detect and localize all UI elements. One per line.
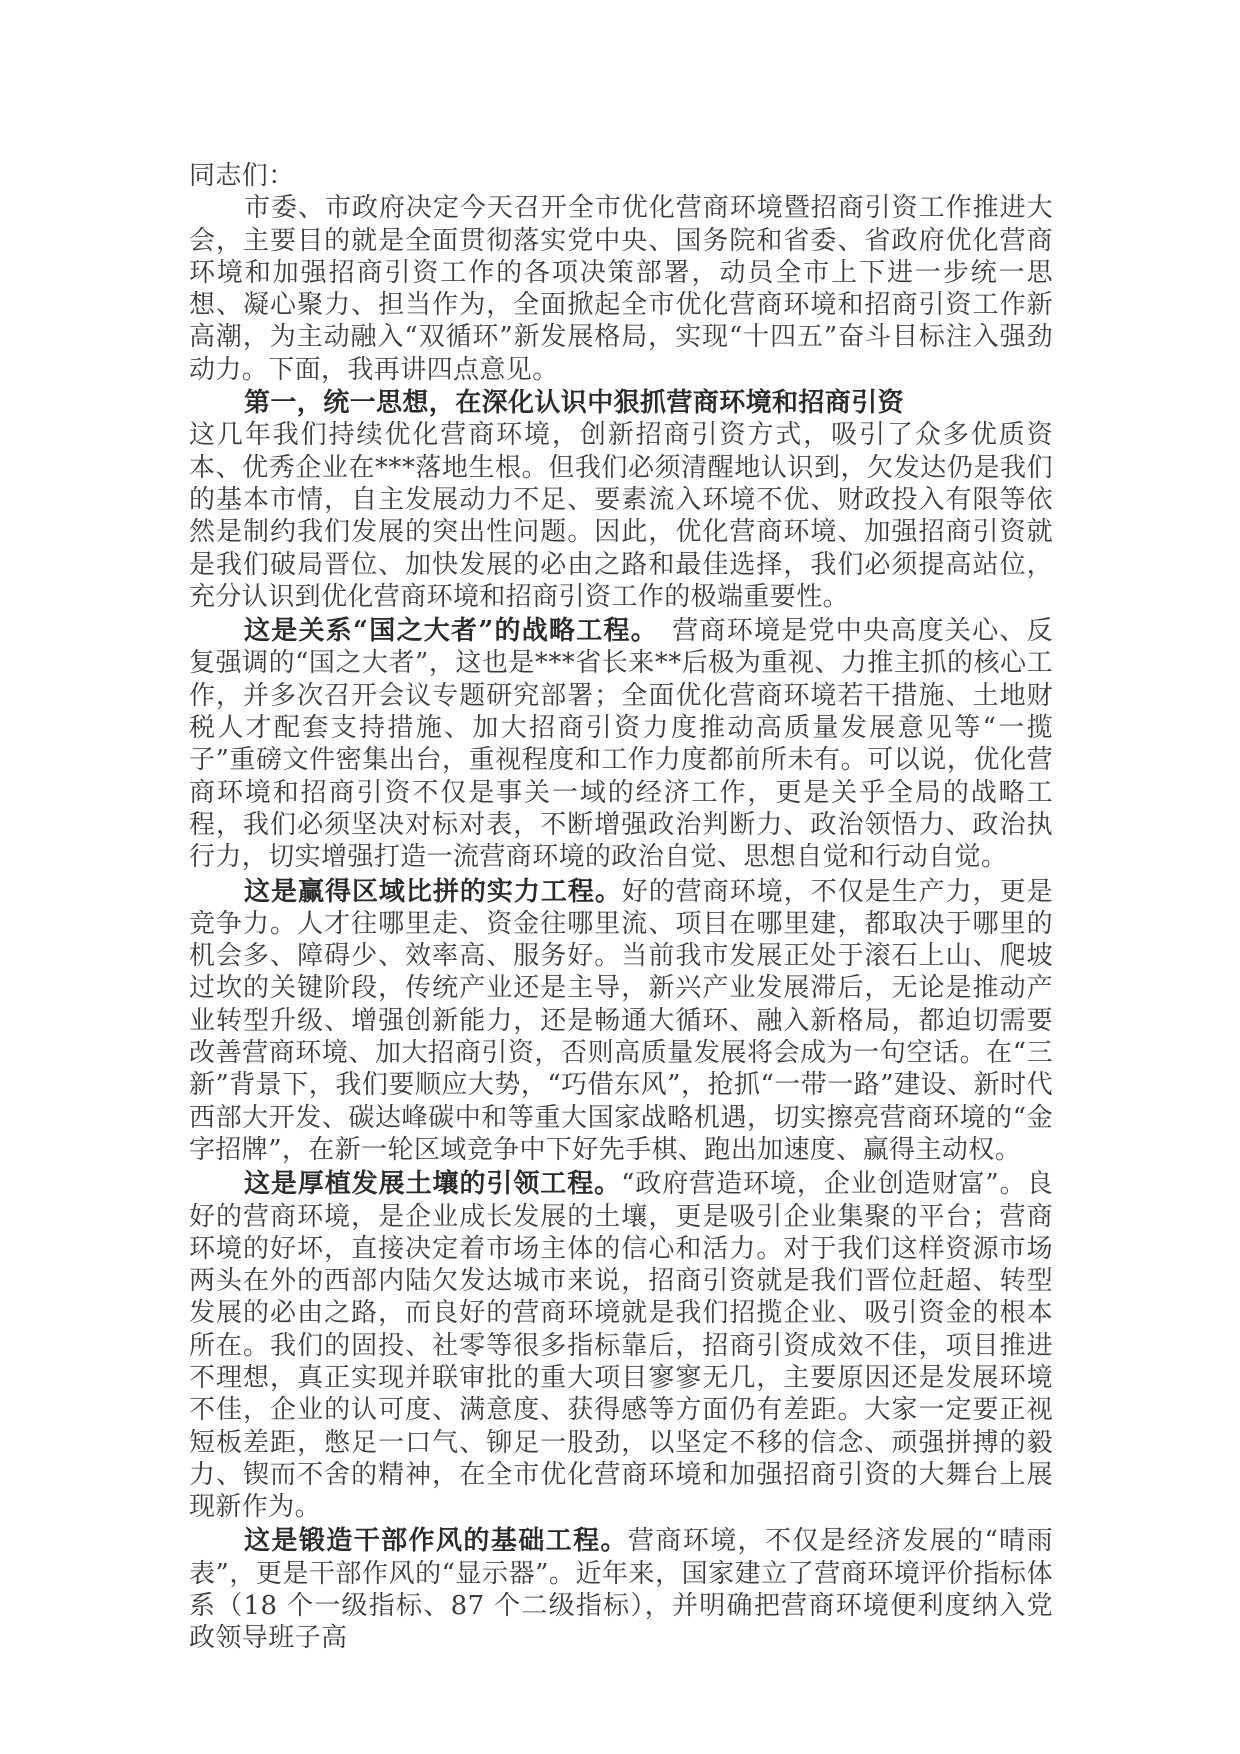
paragraph-lead: 这是赢得区域比拼的实力工程。 [244,876,622,907]
paragraph-strategic [189,615,1053,873]
section-heading: 第一，统一思想，在深化认识中狠抓营商环境和招商引资 [244,388,905,419]
paragraph-foundation [189,1168,1053,1523]
paragraph-competition [189,876,1053,1167]
paragraph-lead: 这是锻造干部作风的基础工程。 [244,1526,628,1557]
paragraph-cadre [189,1525,1053,1654]
paragraph-text: 好的营商环境，不仅是生产力，更是竞争力。人才往哪里走、资金往哪里流、项目在哪里建，都取决于哪里的机会多、障碍少、效率高、服务好。当前我市发展正处于滚石上山、爬坡过坎的关键阶段，传统产业还是主导，新兴产业发展滞后，无论是推动产业转型升级、增强创新能力，还是畅通大循环、融入新格局，都迫切需要改善营商环境、加大招商引资，否则高质量发展将会成为一句空话。在“三新”背景下，我们要顺应大势，“巧借东风”，抢抓“一带一路”建设、新时代西部大开发、碳达峰碳中和等重大国家战略机遇，切实擦亮营商环境的“金字招牌”，在新一轮区域竞争中下好先手棋、跑出加速度、赢得主动权。 [189,876,1053,1165]
section-body: 这几年我们持续优化营商环境，创新招商引资方式，吸引了众多优质资本、优秀企业在***落地生根。但我们必须清醒地认识到，欠发达仍是我们的基本市情，自主发展动力不足、要素流入环境不优、财政投入有限等依然是制约我们发展的突出性问题。因此，优化营商环境、加强招商引资就是我们破局晋位、加快发展的必由之路和最佳选择，我们必须提高站位，充分认识到优化营商环境和招商引资工作的极端重要性。 [189,420,1053,612]
paragraph-text: “政府营造环境，企业创造财富”。良好的营商环境，是企业成长发展的土壤，更是吸引企业集聚的平台；营商环境的好坏，直接决定着市场主体的信心和活力。对于我们这样资源市场两头在外的西部内陆欠发达城市来说，招商引资就是我们晋位赶超、转型发展的必由之路，而良好的营商环境就是我们招揽企业、吸引资金的根本所在。我们的固投、社零等很多指标靠后，招商引资成效不佳，项目推进不理想，真正实现并联审批的重大项目寥寥无几，主要原因还是发展环境不佳，企业的认可度、满意度、获得感等方面仍有差距。大家一定要正视短板差距，憋足一口气、铆足一股劲，以坚定不移的信念、顽强拼搏的毅力、锲而不舍的精神，在全市优化营商环境和加强招商引资的大舞台上展现新作为。 [189,1169,1053,1523]
intro-paragraph: 市委、市政府决定今天召开全市优化营商环境暨招商引资工作推进大会，主要目的就是全面贯彻落实党中央、国务院和省委、省政府优化营商环境和加强招商引资工作的各项决策部署，动员全市上下进一步统一思想、凝心聚力、担当作为，全面掀起全市优化营商环境和招商引资工作新高潮，为主动融入“双循环”新发展格局，实现“十四五”奋斗目标注入强劲动力。下面，我再讲四点意见。 [189,193,1053,385]
paragraph-text: 营商环境是党中央高度关心、反复强调的“国之大者”，这也是***省长来**后极为重视、力推主抓的核心工作，并多次召开会议专题研究部署；全面优化营商环境若干措施、土地财税人才配套支持措施、加大招商引资力度推动高质量发展意见等“一揽子”重磅文件密集出台，重视程度和工作力度都前所未有。可以说，优化营商环境和招商引资不仅是事关一域的经济工作，更是关乎全局的战略工程，我们必须坚决对标对表，不断增强政治判断力、政治领悟力、政治执行力，切实增强打造一流营商环境的政治自觉、思想自觉和行动自觉。 [189,616,1053,873]
document-page [189,160,1053,1655]
salutation: 同志们： [189,161,295,191]
paragraph-lead: 这是关系“国之大者”的战略工程。 [244,616,646,647]
paragraph-text: 营商环境，不仅是经济发展的“晴雨表”，更是干部作风的“显示器”。近年来，国家建立了营商环境评价指标体系（18 个一级指标、87 个二级指标），并明确把营商环境便利度纳入党政领导班子高 [189,1526,1053,1654]
paragraph-lead: 这是厚植发展土壤的引领工程。 [244,1169,622,1200]
